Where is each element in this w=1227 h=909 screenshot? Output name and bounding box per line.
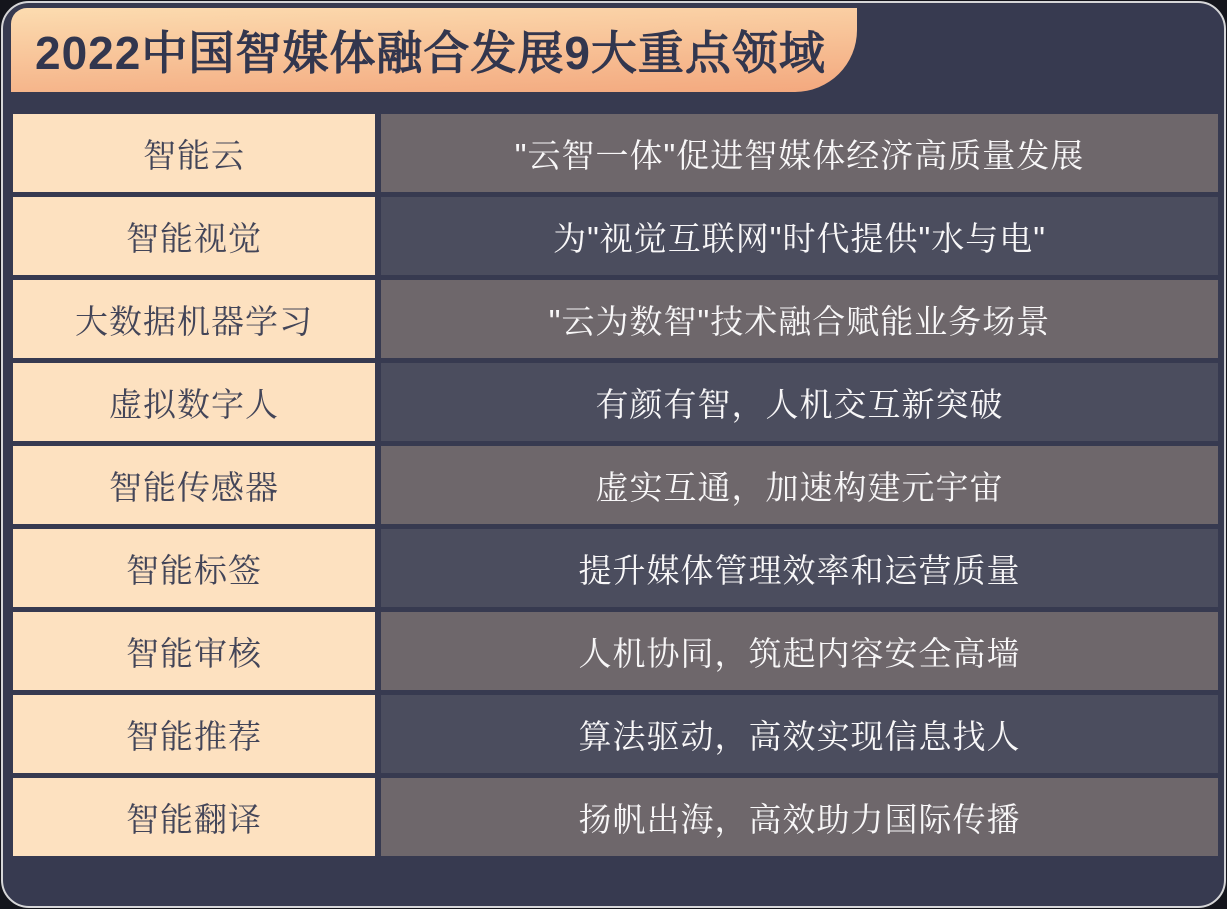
area-description-cell: 虚实互通，加速构建元宇宙 bbox=[381, 446, 1218, 524]
area-description-cell: 扬帆出海，高效助力国际传播 bbox=[381, 778, 1218, 856]
key-areas-table bbox=[13, 114, 1218, 856]
area-label-cell: 智能标签 bbox=[13, 529, 375, 607]
area-label-cell: 智能视觉 bbox=[13, 197, 375, 275]
area-description-cell: 提升媒体管理效率和运营质量 bbox=[381, 529, 1218, 607]
area-label-cell: 智能推荐 bbox=[13, 695, 375, 773]
area-label-cell: 智能传感器 bbox=[13, 446, 375, 524]
area-description-cell: "云智一体"促进智媒体经济高质量发展 bbox=[381, 114, 1218, 192]
area-description-cell: 算法驱动，高效实现信息找人 bbox=[381, 695, 1218, 773]
area-label-cell: 智能审核 bbox=[13, 612, 375, 690]
area-label-cell: 虚拟数字人 bbox=[13, 363, 375, 441]
area-label-cell: 智能翻译 bbox=[13, 778, 375, 856]
page-title: 2022中国智媒体融合发展9大重点领域 bbox=[35, 27, 826, 79]
area-description-cell: 为"视觉互联网"时代提供"水与电" bbox=[381, 197, 1218, 275]
area-description-cell: 有颜有智，人机交互新突破 bbox=[381, 363, 1218, 441]
area-description-cell: "云为数智"技术融合赋能业务场景 bbox=[381, 280, 1218, 358]
title-banner bbox=[11, 8, 857, 92]
area-description-cell: 人机协同，筑起内容安全高墙 bbox=[381, 612, 1218, 690]
area-label-cell: 大数据机器学习 bbox=[13, 280, 375, 358]
infographic-card bbox=[1, 1, 1226, 908]
area-label-cell: 智能云 bbox=[13, 114, 375, 192]
